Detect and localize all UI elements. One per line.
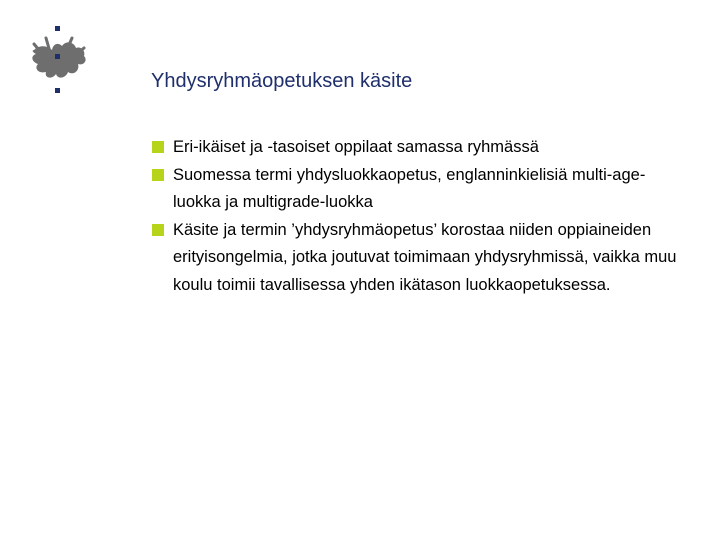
square-bullet-icon <box>152 141 164 153</box>
bullet-text: Suomessa termi yhdysluokkaopetus, englanninkielisiä multi-age-luokka ja multigrade-luokka <box>173 165 646 211</box>
university-logo-icon <box>26 26 90 96</box>
bullet-item <box>152 162 692 217</box>
square-bullet-icon <box>152 169 164 181</box>
square-bullet-icon <box>152 224 164 236</box>
bullet-text: Eri-ikäiset ja -tasoiset oppilaat samassa ryhmässä <box>173 138 539 156</box>
slide-title: Yhdysryhmäopetuksen käsite <box>151 70 413 92</box>
bullet-text: Käsite ja termin ’yhdysryhmäopetus’ korostaa niiden oppiaineiden erityisongelmia, jotka joutuvat toimimaan yhdysryhmissä, vaikka muu koulu toimii tavallisessa yhden ikätason luokkaopetuksessa. <box>173 220 677 294</box>
bullet-item <box>152 217 692 300</box>
bullet-item <box>152 134 692 162</box>
bullet-list <box>152 134 692 299</box>
